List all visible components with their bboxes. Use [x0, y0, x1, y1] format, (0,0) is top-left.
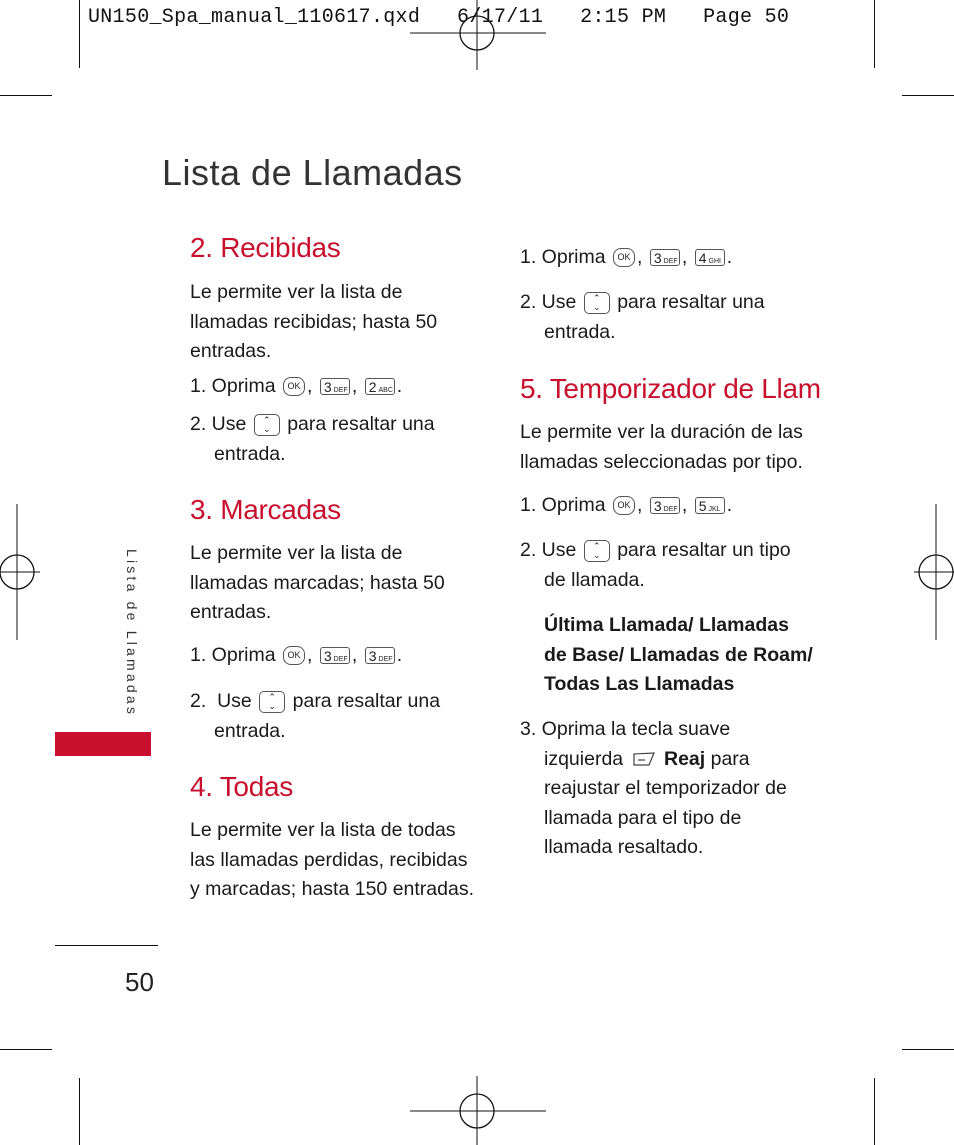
step-line: izquierda Reaj para: [544, 747, 750, 770]
step-cont: entrada.: [544, 320, 616, 343]
step-marcadas-1: 1. Oprima OK , 3 DEF , 3 DEF .: [190, 644, 403, 666]
crop-mark: [79, 0, 80, 68]
nav-key-icon: ⌃ ⌄: [584, 292, 610, 314]
step-label: 1. Oprima: [520, 494, 606, 516]
step-label: 2. Use: [190, 690, 252, 712]
step-text: para resaltar una: [617, 291, 765, 313]
ok-key-icon: OK: [283, 377, 305, 396]
desc-recibidas: Le permite ver la lista de llamadas recibidas; hasta 50 entradas.: [190, 281, 438, 362]
ok-key-icon: OK: [613, 496, 635, 515]
heading-todas: 4. Todas: [190, 771, 293, 802]
left-soft-key-icon: [631, 751, 657, 767]
step-cont: llamada para el tipo de: [544, 806, 742, 829]
step-label: 1. Oprima: [520, 246, 606, 268]
desc-temporizador: Le permite ver la duración de las llamadas seleccionadas por tipo.: [520, 421, 803, 473]
nav-key-icon: ⌃ ⌄: [254, 414, 280, 436]
crop-mark: [79, 1078, 80, 1145]
step-text: para resaltar un tipo: [617, 539, 791, 561]
key-3-icon: 3 DEF: [320, 378, 350, 395]
crop-mark: [902, 95, 954, 96]
registration-mark-right: [914, 504, 954, 640]
crop-mark: [902, 1049, 954, 1050]
step-recibidas-1: 1. Oprima OK , 3 DEF , 2 ABC .: [190, 375, 403, 397]
nav-key-icon: ⌃ ⌄: [584, 540, 610, 562]
step-temporizador-2: [520, 536, 791, 595]
option-line: Última Llamada/ Llamadas: [544, 614, 789, 636]
key-2-icon: 2 ABC: [365, 378, 395, 395]
step-cont: entrada.: [214, 719, 286, 742]
key-4-icon: 4 GHI: [695, 249, 725, 266]
step-label: 2. Use: [520, 291, 577, 313]
step-label: 1. Oprima: [190, 375, 276, 397]
desc-marcadas: Le permite ver la lista de llamadas marcadas; hasta 50 entradas.: [190, 542, 445, 623]
side-tab-label: Lista de Llamadas: [124, 549, 140, 718]
side-tab-bar: [55, 732, 151, 756]
key-3-icon: 3 DEF: [365, 647, 395, 664]
step-cont: reajustar el temporizador de: [544, 777, 787, 799]
step-text: para resaltar una: [287, 413, 435, 435]
step-cont: entrada.: [214, 442, 286, 465]
step-text: para resaltar una: [292, 690, 441, 712]
nav-key-icon: ⌃ ⌄: [259, 691, 285, 713]
ok-key-icon: OK: [283, 646, 305, 665]
registration-mark-left: [0, 504, 40, 640]
crop-mark: [874, 1078, 875, 1145]
crop-mark: [0, 1049, 52, 1050]
heading-marcadas: 3. Marcadas: [190, 494, 341, 525]
step-cont: de llamada.: [544, 568, 645, 591]
step-marcadas-2: [190, 687, 440, 746]
step-todas-1: 1. Oprima OK , 3 DEF , 4 GHI .: [520, 246, 733, 268]
printer-slug: UN150_Spa_manual_110617.qxd 6/17/11 2:15 PM Page 50: [88, 6, 790, 29]
heading-temporizador: 5. Temporizador de Llam: [520, 373, 821, 404]
ok-key-icon: OK: [613, 248, 635, 267]
crop-mark: [0, 95, 52, 96]
step-cont: llamada resaltado.: [544, 836, 704, 858]
step-label: 3. Oprima la tecla suave: [520, 718, 731, 740]
step-label: 2. Use: [190, 413, 247, 435]
option-line: de Base/ Llamadas de Roam/: [544, 643, 813, 666]
step-label: 2. Use: [520, 539, 577, 561]
registration-mark-bottom: [410, 1076, 546, 1145]
step-label: 1. Oprima: [190, 644, 276, 666]
heading-recibidas: 2. Recibidas: [190, 232, 341, 263]
registration-mark-top: [410, 0, 546, 70]
option-line: Todas Las Llamadas: [544, 673, 735, 695]
page-title: Lista de Llamadas: [162, 152, 463, 193]
step-temporizador-1: 1. Oprima OK , 3 DEF , 5 JKL .: [520, 494, 733, 516]
step-temporizador-3: [520, 715, 787, 863]
key-3-icon: 3 DEF: [650, 249, 680, 266]
crop-mark: [874, 0, 875, 68]
step-recibidas-2: [190, 410, 435, 469]
step-todas-2: [520, 288, 765, 347]
call-type-options: [544, 611, 813, 700]
key-3-icon: 3 DEF: [320, 647, 350, 664]
footer-rule: [55, 945, 158, 946]
key-3-icon: 3 DEF: [650, 497, 680, 514]
desc-todas: Le permite ver la lista de todas las llamadas perdidas, recibidas y marcadas; hasta 150 entradas.: [190, 819, 474, 900]
key-5-icon: 5 JKL: [695, 497, 725, 514]
page-number: 50: [125, 967, 154, 997]
